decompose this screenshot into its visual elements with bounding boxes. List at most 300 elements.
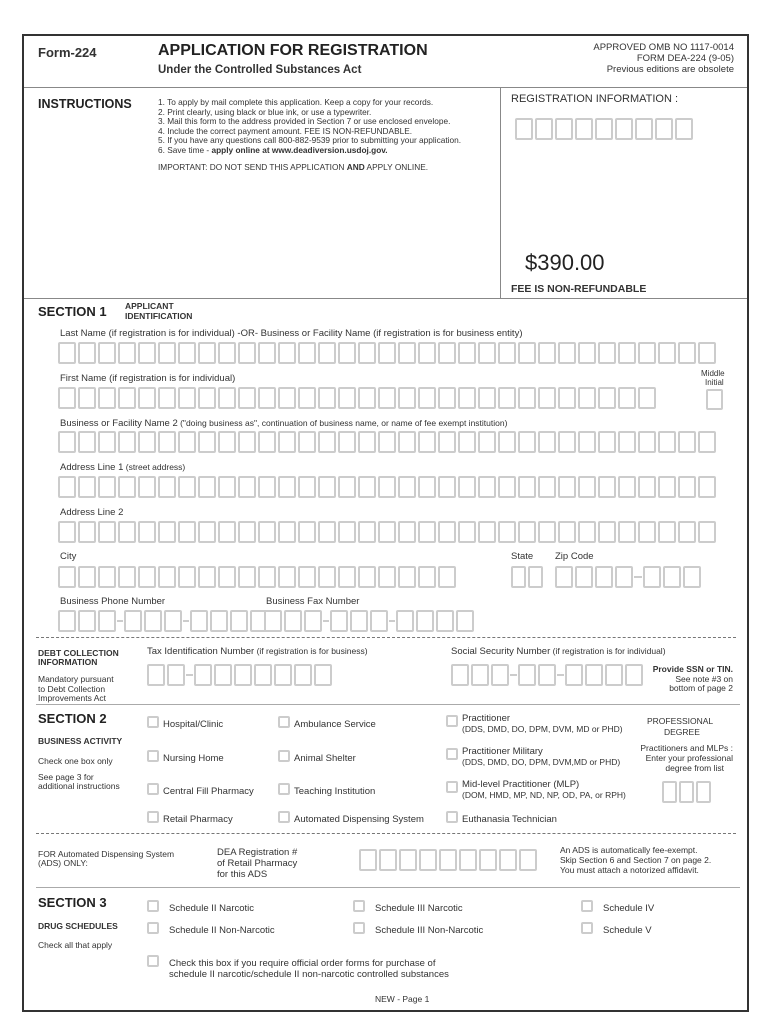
degree-boxes[interactable] bbox=[662, 781, 711, 803]
char-box[interactable] bbox=[459, 849, 477, 871]
char-box[interactable] bbox=[58, 387, 76, 409]
char-box[interactable] bbox=[158, 342, 176, 364]
char-box[interactable] bbox=[558, 387, 576, 409]
ssn-boxes[interactable] bbox=[451, 664, 643, 686]
char-box[interactable] bbox=[598, 521, 616, 543]
retail-pharmacy-checkbox[interactable] bbox=[147, 811, 159, 823]
char-box[interactable] bbox=[418, 431, 436, 453]
char-box[interactable] bbox=[298, 431, 316, 453]
char-box[interactable] bbox=[558, 476, 576, 498]
char-box[interactable] bbox=[471, 664, 489, 686]
char-box[interactable] bbox=[350, 610, 368, 632]
char-box[interactable] bbox=[598, 387, 616, 409]
char-box[interactable] bbox=[458, 387, 476, 409]
char-box[interactable] bbox=[498, 342, 516, 364]
order-forms-checkbox[interactable] bbox=[147, 955, 159, 967]
char-box[interactable] bbox=[264, 610, 282, 632]
zip-boxes[interactable] bbox=[555, 566, 701, 588]
char-box[interactable] bbox=[658, 342, 676, 364]
char-box[interactable] bbox=[578, 521, 596, 543]
char-box[interactable] bbox=[278, 476, 296, 498]
char-box[interactable] bbox=[194, 664, 212, 686]
char-box[interactable] bbox=[258, 566, 276, 588]
char-box[interactable] bbox=[578, 431, 596, 453]
schedule-2nn-checkbox[interactable] bbox=[147, 922, 159, 934]
char-box[interactable] bbox=[198, 342, 216, 364]
char-box[interactable] bbox=[683, 566, 701, 588]
char-box[interactable] bbox=[416, 610, 434, 632]
char-box[interactable] bbox=[298, 521, 316, 543]
char-box[interactable] bbox=[98, 610, 116, 632]
char-box[interactable] bbox=[398, 431, 416, 453]
char-box[interactable] bbox=[538, 342, 556, 364]
char-box[interactable] bbox=[304, 610, 322, 632]
char-box[interactable] bbox=[118, 521, 136, 543]
char-box[interactable] bbox=[278, 431, 296, 453]
char-box[interactable] bbox=[258, 521, 276, 543]
char-box[interactable] bbox=[458, 476, 476, 498]
char-box[interactable] bbox=[618, 476, 636, 498]
char-box[interactable] bbox=[198, 476, 216, 498]
char-box[interactable] bbox=[58, 342, 76, 364]
char-box[interactable] bbox=[98, 521, 116, 543]
char-box[interactable] bbox=[78, 387, 96, 409]
char-box[interactable] bbox=[456, 610, 474, 632]
char-box[interactable] bbox=[398, 342, 416, 364]
address1-boxes[interactable] bbox=[58, 476, 716, 498]
char-box[interactable] bbox=[98, 431, 116, 453]
char-box[interactable] bbox=[379, 849, 397, 871]
char-box[interactable] bbox=[118, 476, 136, 498]
char-box[interactable] bbox=[378, 521, 396, 543]
char-box[interactable] bbox=[298, 476, 316, 498]
char-box[interactable] bbox=[478, 431, 496, 453]
char-box[interactable] bbox=[658, 521, 676, 543]
char-box[interactable] bbox=[78, 521, 96, 543]
char-box[interactable] bbox=[238, 476, 256, 498]
check-all-note: Check all that apply bbox=[38, 940, 113, 950]
schedule-3nn-checkbox[interactable] bbox=[353, 922, 365, 934]
char-box[interactable] bbox=[178, 566, 196, 588]
char-box[interactable] bbox=[158, 387, 176, 409]
char-box[interactable] bbox=[164, 610, 182, 632]
check-one-note: Check one box only bbox=[38, 756, 113, 766]
char-box[interactable] bbox=[358, 521, 376, 543]
char-box[interactable] bbox=[198, 387, 216, 409]
char-box[interactable] bbox=[458, 431, 476, 453]
char-box[interactable] bbox=[358, 566, 376, 588]
online-link[interactable]: apply online at www.deadiversion.usdoj.gov. bbox=[211, 144, 388, 155]
order-forms-label-2: schedule II narcotic/schedule II non-narcotic controlled substances bbox=[169, 969, 449, 980]
char-box[interactable] bbox=[638, 387, 656, 409]
char-box[interactable] bbox=[585, 664, 603, 686]
char-box[interactable] bbox=[78, 476, 96, 498]
char-box[interactable] bbox=[698, 342, 716, 364]
debt-note: Mandatory pursuant to Debt Collection Improvements Act bbox=[38, 674, 114, 703]
char-box[interactable] bbox=[625, 664, 643, 686]
char-box[interactable] bbox=[318, 521, 336, 543]
char-box[interactable] bbox=[144, 610, 162, 632]
char-box[interactable] bbox=[418, 521, 436, 543]
char-box[interactable] bbox=[635, 118, 653, 140]
char-box[interactable] bbox=[178, 521, 196, 543]
char-box[interactable] bbox=[638, 342, 656, 364]
char-box[interactable] bbox=[258, 431, 276, 453]
char-box[interactable] bbox=[498, 431, 516, 453]
char-box[interactable] bbox=[147, 664, 165, 686]
char-box[interactable] bbox=[519, 849, 537, 871]
char-box[interactable] bbox=[178, 342, 196, 364]
char-box[interactable] bbox=[528, 566, 543, 588]
phone-boxes[interactable] bbox=[58, 610, 268, 632]
char-box[interactable] bbox=[638, 431, 656, 453]
char-box[interactable] bbox=[678, 431, 696, 453]
char-box[interactable] bbox=[358, 342, 376, 364]
char-box[interactable] bbox=[98, 342, 116, 364]
char-box[interactable] bbox=[618, 521, 636, 543]
char-box[interactable] bbox=[58, 566, 76, 588]
char-box[interactable] bbox=[358, 476, 376, 498]
char-box[interactable] bbox=[78, 610, 96, 632]
char-box[interactable] bbox=[605, 664, 623, 686]
char-box[interactable] bbox=[595, 566, 613, 588]
char-box[interactable] bbox=[198, 566, 216, 588]
section3-heading: SECTION 3 bbox=[38, 895, 107, 910]
char-box[interactable] bbox=[511, 566, 526, 588]
char-box[interactable] bbox=[595, 118, 613, 140]
char-box[interactable] bbox=[138, 342, 156, 364]
char-box[interactable] bbox=[679, 781, 694, 803]
schedule-2n-checkbox[interactable] bbox=[147, 900, 159, 912]
char-box[interactable] bbox=[398, 476, 416, 498]
char-box[interactable] bbox=[338, 566, 356, 588]
char-box[interactable] bbox=[565, 664, 583, 686]
fax-boxes[interactable] bbox=[264, 610, 474, 632]
char-box[interactable] bbox=[658, 476, 676, 498]
char-box[interactable] bbox=[58, 610, 76, 632]
char-box[interactable] bbox=[698, 431, 716, 453]
char-box[interactable] bbox=[558, 521, 576, 543]
char-box[interactable] bbox=[338, 387, 356, 409]
char-box[interactable] bbox=[618, 342, 636, 364]
char-box[interactable] bbox=[258, 342, 276, 364]
char-box[interactable] bbox=[190, 610, 208, 632]
char-box[interactable] bbox=[138, 387, 156, 409]
ads-divider bbox=[36, 833, 736, 834]
char-box[interactable] bbox=[478, 342, 496, 364]
char-box[interactable] bbox=[78, 342, 96, 364]
char-box[interactable] bbox=[258, 476, 276, 498]
char-box[interactable] bbox=[478, 387, 496, 409]
last-name-boxes[interactable] bbox=[58, 342, 716, 364]
city-boxes[interactable] bbox=[58, 566, 456, 588]
ads-only-label: FOR Automated Dispensing System bbox=[38, 849, 175, 859]
registration-number-boxes[interactable] bbox=[515, 118, 693, 140]
char-box[interactable] bbox=[338, 521, 356, 543]
dea-registration-boxes[interactable] bbox=[359, 849, 537, 871]
char-box[interactable] bbox=[479, 849, 497, 871]
char-box[interactable] bbox=[439, 849, 457, 871]
char-box[interactable] bbox=[498, 521, 516, 543]
char-box[interactable] bbox=[598, 431, 616, 453]
char-box[interactable] bbox=[578, 387, 596, 409]
char-box[interactable] bbox=[696, 781, 711, 803]
char-box[interactable] bbox=[478, 521, 496, 543]
char-box[interactable] bbox=[238, 342, 256, 364]
char-box[interactable] bbox=[438, 476, 456, 498]
char-box[interactable] bbox=[338, 431, 356, 453]
schedule-5-checkbox[interactable] bbox=[581, 922, 593, 934]
char-box[interactable] bbox=[398, 566, 416, 588]
char-box[interactable] bbox=[378, 342, 396, 364]
char-box[interactable] bbox=[98, 476, 116, 498]
char-box[interactable] bbox=[538, 431, 556, 453]
char-box[interactable] bbox=[558, 342, 576, 364]
char-box[interactable] bbox=[578, 342, 596, 364]
char-box[interactable] bbox=[218, 566, 236, 588]
section1-sub: APPLICANT bbox=[125, 301, 174, 311]
char-box[interactable] bbox=[655, 118, 673, 140]
char-box[interactable] bbox=[538, 521, 556, 543]
char-box[interactable] bbox=[158, 476, 176, 498]
char-box[interactable] bbox=[198, 521, 216, 543]
char-box[interactable] bbox=[436, 610, 454, 632]
char-box[interactable] bbox=[118, 566, 136, 588]
char-box[interactable] bbox=[238, 521, 256, 543]
char-box[interactable] bbox=[124, 610, 142, 632]
char-box[interactable] bbox=[98, 566, 116, 588]
char-box[interactable] bbox=[538, 664, 556, 686]
char-box[interactable] bbox=[518, 342, 536, 364]
char-box[interactable] bbox=[378, 566, 396, 588]
char-box[interactable] bbox=[518, 387, 536, 409]
char-box[interactable] bbox=[378, 431, 396, 453]
char-box[interactable] bbox=[398, 521, 416, 543]
char-box[interactable] bbox=[598, 342, 616, 364]
char-box[interactable] bbox=[555, 566, 573, 588]
address2-boxes[interactable] bbox=[58, 521, 716, 543]
char-box[interactable] bbox=[698, 476, 716, 498]
char-box[interactable] bbox=[278, 566, 296, 588]
char-box[interactable] bbox=[238, 431, 256, 453]
char-box[interactable] bbox=[370, 610, 388, 632]
char-box[interactable] bbox=[258, 387, 276, 409]
hospital-clinic-checkbox[interactable] bbox=[147, 716, 159, 728]
char-box[interactable] bbox=[558, 431, 576, 453]
char-box[interactable] bbox=[518, 431, 536, 453]
char-box[interactable] bbox=[451, 664, 469, 686]
char-box[interactable] bbox=[178, 387, 196, 409]
teaching-institution-checkbox[interactable] bbox=[278, 783, 290, 795]
char-box[interactable] bbox=[618, 387, 636, 409]
char-box[interactable] bbox=[318, 566, 336, 588]
char-box[interactable] bbox=[294, 664, 312, 686]
char-box[interactable] bbox=[678, 476, 696, 498]
char-box[interactable] bbox=[615, 118, 633, 140]
char-box[interactable] bbox=[254, 664, 272, 686]
central-fill-checkbox[interactable] bbox=[147, 783, 159, 795]
char-box[interactable] bbox=[578, 476, 596, 498]
char-box[interactable] bbox=[318, 476, 336, 498]
address2-label: Address Line 2 bbox=[60, 507, 124, 518]
animal-shelter-checkbox[interactable] bbox=[278, 750, 290, 762]
char-box[interactable] bbox=[678, 342, 696, 364]
char-box[interactable] bbox=[78, 431, 96, 453]
char-box[interactable] bbox=[218, 342, 236, 364]
char-box[interactable] bbox=[538, 476, 556, 498]
char-box[interactable] bbox=[398, 387, 416, 409]
midlevel-checkbox[interactable] bbox=[446, 781, 458, 793]
char-box[interactable] bbox=[138, 521, 156, 543]
char-box[interactable] bbox=[438, 566, 456, 588]
char-box[interactable] bbox=[418, 342, 436, 364]
char-box[interactable] bbox=[218, 387, 236, 409]
char-box[interactable] bbox=[678, 521, 696, 543]
char-box[interactable] bbox=[643, 566, 661, 588]
char-box[interactable] bbox=[378, 387, 396, 409]
char-box[interactable] bbox=[138, 431, 156, 453]
char-box[interactable] bbox=[318, 431, 336, 453]
char-box[interactable] bbox=[378, 476, 396, 498]
char-box[interactable] bbox=[575, 566, 593, 588]
header-divider bbox=[24, 87, 747, 88]
char-box[interactable] bbox=[358, 431, 376, 453]
char-box[interactable] bbox=[118, 431, 136, 453]
char-box[interactable] bbox=[418, 476, 436, 498]
char-box[interactable] bbox=[418, 387, 436, 409]
char-box[interactable] bbox=[158, 431, 176, 453]
schedule-4-checkbox[interactable] bbox=[581, 900, 593, 912]
char-box[interactable] bbox=[158, 566, 176, 588]
char-box[interactable] bbox=[491, 664, 509, 686]
ambulance-checkbox[interactable] bbox=[278, 716, 290, 728]
char-box[interactable] bbox=[318, 387, 336, 409]
char-box[interactable] bbox=[498, 476, 516, 498]
char-box[interactable] bbox=[210, 610, 228, 632]
char-box[interactable] bbox=[438, 387, 456, 409]
char-box[interactable] bbox=[358, 387, 376, 409]
char-box[interactable] bbox=[478, 476, 496, 498]
business-name-boxes[interactable] bbox=[58, 431, 716, 453]
char-box[interactable] bbox=[518, 664, 536, 686]
char-box[interactable] bbox=[419, 849, 437, 871]
char-box[interactable] bbox=[499, 849, 517, 871]
char-box[interactable] bbox=[118, 387, 136, 409]
char-box[interactable] bbox=[438, 342, 456, 364]
char-box[interactable] bbox=[418, 566, 436, 588]
nursing-home-checkbox[interactable] bbox=[147, 750, 159, 762]
char-box[interactable] bbox=[662, 781, 677, 803]
euthanasia-checkbox[interactable] bbox=[446, 811, 458, 823]
char-box[interactable] bbox=[598, 476, 616, 498]
char-box[interactable] bbox=[359, 849, 377, 871]
char-box[interactable] bbox=[538, 387, 556, 409]
box-separator bbox=[510, 674, 517, 676]
char-box[interactable] bbox=[658, 431, 676, 453]
box-separator bbox=[389, 620, 395, 622]
char-box[interactable] bbox=[178, 431, 196, 453]
char-box[interactable] bbox=[438, 431, 456, 453]
char-box[interactable] bbox=[663, 566, 681, 588]
char-box[interactable] bbox=[458, 342, 476, 364]
char-box[interactable] bbox=[396, 610, 414, 632]
middle-initial-box[interactable] bbox=[706, 389, 723, 410]
char-box[interactable] bbox=[555, 118, 573, 140]
char-box[interactable] bbox=[638, 476, 656, 498]
char-box[interactable] bbox=[338, 342, 356, 364]
char-box[interactable] bbox=[178, 476, 196, 498]
important-note: IMPORTANT: DO NOT SEND THIS APPLICATION AND APPLY ONLINE. bbox=[158, 162, 429, 172]
char-box[interactable] bbox=[278, 387, 296, 409]
char-box[interactable] bbox=[438, 521, 456, 543]
schedule-3n-label: Schedule III Narcotic bbox=[375, 903, 463, 914]
char-box[interactable] bbox=[158, 521, 176, 543]
char-box[interactable] bbox=[238, 566, 256, 588]
char-box[interactable] bbox=[458, 521, 476, 543]
char-box[interactable] bbox=[515, 118, 533, 140]
char-box[interactable] bbox=[58, 476, 76, 498]
first-name-boxes[interactable] bbox=[58, 387, 656, 409]
schedule-3n-checkbox[interactable] bbox=[353, 900, 365, 912]
char-box[interactable] bbox=[218, 521, 236, 543]
char-box[interactable] bbox=[78, 566, 96, 588]
char-box[interactable] bbox=[58, 431, 76, 453]
char-box[interactable] bbox=[399, 849, 417, 871]
char-box[interactable] bbox=[198, 431, 216, 453]
char-box[interactable] bbox=[234, 664, 252, 686]
char-box[interactable] bbox=[498, 387, 516, 409]
char-box[interactable] bbox=[330, 610, 348, 632]
state-boxes[interactable] bbox=[511, 566, 543, 588]
char-box[interactable] bbox=[298, 566, 316, 588]
char-box[interactable] bbox=[298, 387, 316, 409]
char-box[interactable] bbox=[230, 610, 248, 632]
char-box[interactable] bbox=[278, 342, 296, 364]
char-box[interactable] bbox=[535, 118, 553, 140]
char-box[interactable] bbox=[318, 342, 336, 364]
char-box[interactable] bbox=[298, 342, 316, 364]
char-box[interactable] bbox=[138, 566, 156, 588]
char-box[interactable] bbox=[138, 476, 156, 498]
char-box[interactable] bbox=[98, 387, 116, 409]
char-box[interactable] bbox=[314, 664, 332, 686]
char-box[interactable] bbox=[618, 431, 636, 453]
char-box[interactable] bbox=[338, 476, 356, 498]
char-box[interactable] bbox=[58, 521, 76, 543]
ads-checkbox[interactable] bbox=[278, 811, 290, 823]
omb-number: APPROVED OMB NO 1117-0014 bbox=[593, 42, 734, 53]
char-box[interactable] bbox=[518, 476, 536, 498]
char-box[interactable] bbox=[278, 521, 296, 543]
char-box[interactable] bbox=[638, 521, 656, 543]
char-box[interactable] bbox=[284, 610, 302, 632]
char-box[interactable] bbox=[675, 118, 693, 140]
char-box[interactable] bbox=[615, 566, 633, 588]
char-box[interactable] bbox=[218, 476, 236, 498]
practitioner-military-checkbox[interactable] bbox=[446, 748, 458, 760]
practitioner-checkbox[interactable] bbox=[446, 715, 458, 727]
char-box[interactable] bbox=[518, 521, 536, 543]
char-box[interactable] bbox=[698, 521, 716, 543]
char-box[interactable] bbox=[167, 664, 185, 686]
char-box[interactable] bbox=[218, 431, 236, 453]
tin-boxes[interactable] bbox=[147, 664, 332, 686]
char-box[interactable] bbox=[238, 387, 256, 409]
char-box[interactable] bbox=[214, 664, 232, 686]
char-box[interactable] bbox=[575, 118, 593, 140]
char-box[interactable] bbox=[274, 664, 292, 686]
char-box[interactable] bbox=[118, 342, 136, 364]
